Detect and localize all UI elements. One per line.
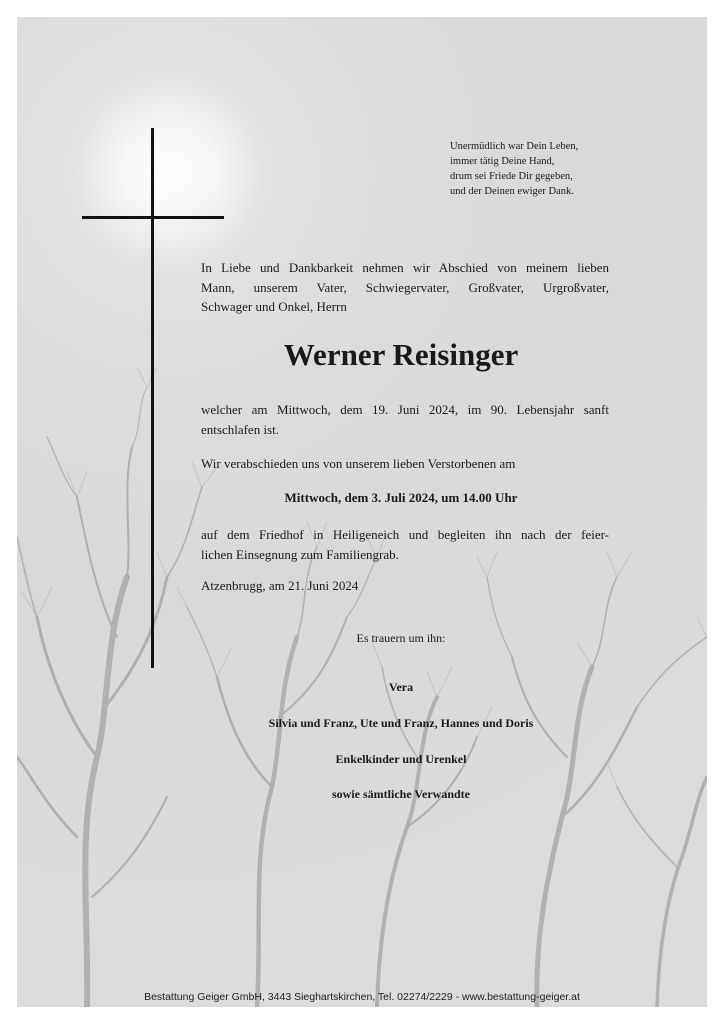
death-notice-line: entschlafen ist. <box>201 421 279 437</box>
cross-icon <box>151 128 154 668</box>
intro-paragraph <box>201 258 609 317</box>
mourners-heading: Es trauern um ihn: <box>356 631 446 645</box>
verse <box>450 139 670 199</box>
mourner-name: sowie sämtliche Verwandte <box>332 787 470 801</box>
intro-line: Mann, unserem Vater, Schwiegervater, Großvater, Urgroßvater, <box>201 279 609 295</box>
death-notice-line: welcher am Mittwoch, dem 19. Juni 2024, im 90. Lebensjahr sanft <box>201 402 609 417</box>
funeral-home-footer: Bestattung Geiger GmbH, 3443 Sieghartskirchen, Tel. 02274/2229 - www.bestattung-geiger.at <box>144 991 580 1003</box>
deceased-name: Werner Reisinger <box>283 337 519 372</box>
mourner-name: Vera <box>388 680 414 694</box>
verse-line: und der Deinen ewiger Dank. <box>450 186 574 197</box>
funeral-details-line: lichen Einsegnung zum Familiengrab. <box>201 546 399 562</box>
intro-line: In Liebe und Dankbarkeit nehmen wir Abschied von meinem lieben <box>201 260 609 275</box>
funeral-details <box>201 525 609 564</box>
funeral-date: Mittwoch, dem 3. Juli 2024, um 14.00 Uhr <box>284 490 518 505</box>
place-date: Atzenbrugg, am 21. Juni 2024 <box>201 578 359 593</box>
intro-line: Schwager und Onkel, Herrn <box>201 299 347 314</box>
death-notice <box>201 400 609 439</box>
farewell-intro: Wir verabschieden uns von unserem lieben Verstorbenen am <box>201 456 516 471</box>
verse-line: Unermüdlich war Dein Leben, <box>450 141 579 152</box>
verse-line: drum sei Friede Dir gegeben, <box>450 171 573 182</box>
mourner-name: Silvia und Franz, Ute und Franz, Hannes und Doris <box>268 716 534 730</box>
funeral-details-line: auf dem Friedhof in Heiligeneich und begleiten ihn nach der feier- <box>201 527 609 542</box>
verse-line: immer tätig Deine Hand, <box>450 156 555 167</box>
cross-icon-beam <box>82 216 224 219</box>
mourner-name: Enkelkinder und Urenkel <box>335 752 467 766</box>
